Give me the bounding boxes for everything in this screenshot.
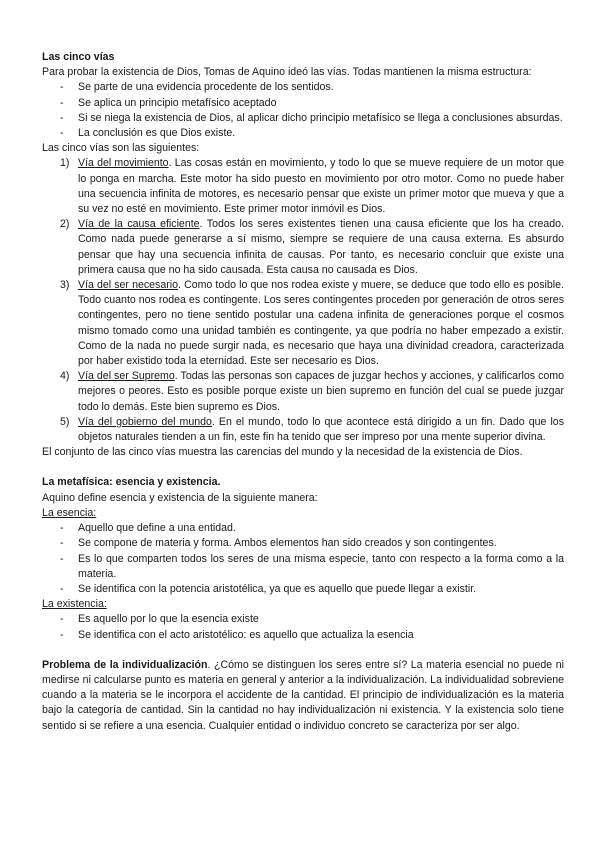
spacer — [42, 643, 564, 658]
list-item: - Se identifica con la potencia aristotélica, ya que es aquello que puede llegar a existir. — [42, 582, 564, 597]
vias-conclusion: El conjunto de las cinco vías muestra las carencias del mundo y la necesidad de la existencia de Dios. — [42, 446, 523, 459]
individualizacion-paragraph — [42, 658, 564, 734]
vias-list-intro: Las cinco vías son las siguientes: — [42, 142, 200, 155]
existencia-label: La existencia: — [42, 598, 107, 611]
list-item: - Aquello que define a una entidad. — [42, 521, 564, 536]
via-name: Vía del ser necesario — [78, 279, 179, 292]
list-item: - Si se niega la existencia de Dios, al aplicar dicho principio metafísico se llega a conclusiones absurdas. — [42, 111, 564, 126]
via-text: . Como todo lo que nos rodea existe y muere, se deduce que todo ello es posible. Todo cuanto nos rodea es contingente. Los seres contingentes proceden por generación de otros seres contingentes, pero no tiene sentido postular una cadena infinita de generaciones porque el cosmos mismo tomado como una unidad también es contingente, ya que podría no haber empezado a existir. Como de la nada no puede surgir nada, es necesario que haya una divinidad creadora, caracterizada por haber existido toda la eternidad. Este ser necesario es Dios. — [78, 279, 564, 368]
section-intro: Aquino define esencia y existencia de la siguiente manera: — [42, 491, 318, 504]
list-item: - Se parte de una evidencia procedente de los sentidos. — [42, 80, 564, 95]
via-name: Vía de la causa eficiente — [78, 218, 200, 231]
list-item: - Es aquello por lo que la esencia existe — [42, 612, 564, 627]
document-page — [42, 50, 564, 734]
structure-list — [42, 80, 564, 141]
via-number: 3) — [60, 279, 70, 292]
vias-list — [42, 156, 564, 445]
via-number: 5) — [60, 415, 70, 428]
via-name: Vía del movimiento — [78, 157, 169, 170]
via-text: . Todos los seres existentes tienen una causa eficiente que los ha creado. Como nada puede generarse a sí mismo, siempre se requiere de una causa externa. Es absurdo pensar que hay una secuencia infinita de causas. Por tanto, es necesario concluir que existe una primera causa que no ha sido causada. Esta causa no causada es Dios. — [78, 218, 564, 276]
esencia-label: La esencia: — [42, 506, 97, 519]
via-number: 1) — [60, 157, 70, 170]
via-number: 2) — [60, 218, 70, 231]
list-item: - La conclusión es que Dios existe. — [42, 126, 564, 141]
section-title-individualizacion: Problema de la individualización — [42, 658, 208, 671]
via-name: Vía del ser Supremo — [78, 370, 175, 383]
via-name: Vía del gobierno del mundo — [78, 415, 212, 428]
existencia-list — [42, 612, 564, 642]
list-item: - Se compone de materia y forma. Ambos elementos han sido creados y son contingentes. — [42, 536, 564, 551]
via-item — [42, 278, 564, 369]
via-text: . En el mundo, todo lo que acontece está dirigido a un fin. Dado que los objetos naturales tienden a un fin, este fin ha tenido que ser impreso por una mente superior divina. — [78, 415, 564, 444]
via-text: . Todas las personas son capaces de juzgar hechos y acciones, y calificarlos como mejores o peores. Esto es posible porque existe un bien supremo en función del cual se puede juzgar todo lo demás. Este bien supremo es Dios. — [78, 370, 564, 413]
section-title-cinco-vias: Las cinco vías — [42, 51, 115, 63]
list-item: - Es lo que comparten todos los seres de una misma especie, tanto con respecto a la forma como a la materia. — [42, 552, 564, 582]
section-title-metafisica: La metafísica: esencia y existencia. — [42, 476, 221, 489]
via-item — [42, 369, 564, 415]
list-item: - Se identifica con el acto aristotélico: es aquello que actualiza la esencia — [42, 628, 564, 643]
list-item: - Se aplica un principio metafísico aceptado — [42, 96, 564, 111]
via-item — [42, 217, 564, 278]
esencia-list — [42, 521, 564, 597]
individualizacion-text: . ¿Cómo se distinguen los seres entre sí? La materia esencial no puede ni medirse ni calcularse punto es materia en general y anterior a la individualización. La individualidad sobreviene cuando a la materia se le incorpora el accidente de la cantidad. El principio de individualización es la materia bajo la categoría de cantidad. Sin la cantidad no hay individualización ni existencia. Y la existencia solo tiene sentido si se refiere a una esencia. Cualquier entidad o individuo concreto se caracteriza por ser algo. — [42, 658, 564, 732]
via-number: 4) — [60, 370, 70, 383]
section-intro: Para probar la existencia de Dios, Tomas de Aquino ideó las vías. Todas mantienen la misma estructura: — [42, 66, 532, 79]
via-item — [42, 156, 564, 217]
spacer — [42, 460, 564, 475]
via-text: . Las cosas están en movimiento, y todo lo que se mueve requiere de un motor que lo ponga en marcha. Este motor ha sido puesto en movimiento por otro motor. Como no puede haber una secuencia infinita de motores, es necesario pensar que existe un primer motor que mueva y que a su vez no esté en movimiento. Este primer motor inmóvil es Dios. — [78, 157, 565, 216]
via-item — [42, 415, 564, 445]
